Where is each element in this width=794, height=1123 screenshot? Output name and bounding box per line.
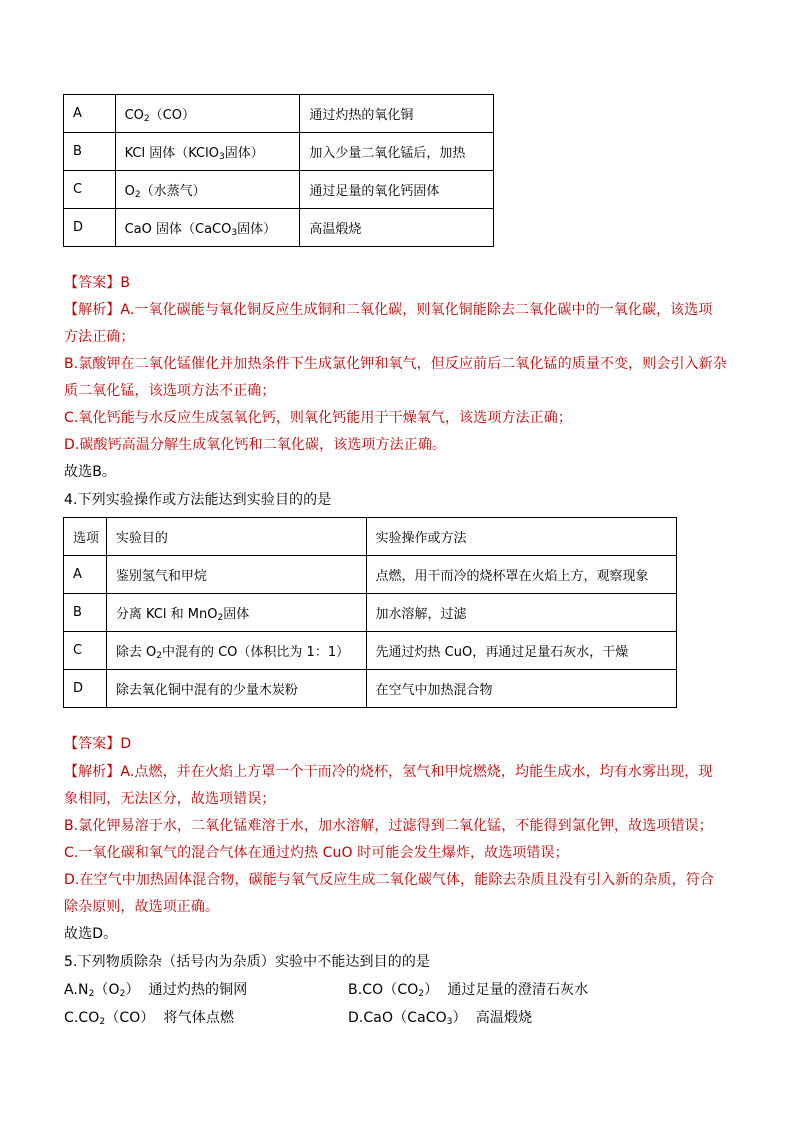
q5-option-d: D.CaO（CaCO$_3$） 高温煅烧 [348, 1010, 533, 1027]
column-header: 实验目的 [106, 518, 366, 556]
column-header: 选项 [64, 518, 107, 556]
option-label: C [64, 171, 116, 209]
method-cell: 加入少量二氧化锰后，加热 [300, 133, 494, 171]
column-header: 实验操作或方法 [366, 518, 676, 556]
option-label: C [64, 632, 107, 670]
q4-analysis-line: 除杂原则，故选项正确。 [64, 899, 220, 915]
substance-cell: CaO 固体（CaCO$_3$固体） [115, 209, 300, 247]
q3-analysis-line: C.氧化钙能与水反应生成氢氧化钙，则氧化钙能用于干燥氧气，该选项方法正确； [64, 410, 572, 426]
method-cell: 通过灼热的氧化铜 [300, 95, 494, 133]
table-row [64, 95, 494, 133]
option-label: A [64, 556, 107, 594]
goal-cell: 除去 $O_2$中混有的 CO（体积比为 1：1） [106, 632, 366, 670]
method-cell: 加水溶解，过滤 [366, 594, 676, 632]
table-row [64, 556, 677, 594]
q4-analysis-line: 象相同，无法区分，故选项错误； [64, 791, 276, 807]
method-cell: 点燃，用干而冷的烧杯罩在火焰上方，观察现象 [366, 556, 676, 594]
q4-stem: 4.下列实验操作或方法能达到实验目的的是 [64, 492, 332, 508]
option-label: D [64, 670, 107, 708]
q4-conclusion: 故选D。 [64, 926, 118, 942]
substance-cell: KCl 固体（KClO$_3$固体） [115, 133, 300, 171]
table-row [64, 209, 494, 247]
q4-table [63, 517, 677, 708]
analysis-tag: 【解析】 [64, 764, 121, 780]
q3-conclusion: 故选B。 [64, 464, 117, 480]
option-label: B [64, 133, 116, 171]
table-row [64, 171, 494, 209]
method-cell: 先通过灼热 CuO，再通过足量石灰水，干燥 [366, 632, 676, 670]
q4-answer: 【答案】D [64, 736, 132, 752]
q3-analysis-line: 方法正确； [64, 329, 135, 345]
goal-cell: 除去氧化铜中混有的少量木炭粉 [106, 670, 366, 708]
goal-cell: 分离 KCl 和 MnO$_2$固体 [106, 594, 366, 632]
q4-analysis-line: 【解析】A.点燃，并在火焰上方罩一个干而冷的烧杯，氢气和甲烷燃烧，均能生成水，均有水雾出现，现 [64, 764, 713, 780]
q3-analysis-line: 质二氧化锰，该选项方法不正确； [64, 383, 276, 399]
q3-analysis-line: B.氯酸钾在二氧化锰催化并加热条件下生成氯化钾和氧气，但反应前后二氧化锰的质量不变，则会引入新杂 [64, 356, 727, 372]
q5-option-a: $A.N_2(O_2)$ 通过灼热的铜网 [64, 982, 248, 999]
q4-analysis-line: D.在空气中加热固体混合物，碳能与氧气反应生成二氧化碳气体，能除去杂质且没有引入新的杂质，符合 [64, 872, 714, 888]
q5-option-row [64, 1007, 533, 1027]
q5-option-b: $B.CO(CO_2)$ 通过足量的澄清石灰水 [348, 982, 589, 999]
q5-stem: 5.下列物质除杂（括号内为杂质）实验中不能达到目的的是 [64, 954, 431, 970]
method-cell: 高温煅烧 [300, 209, 494, 247]
substance-cell: $O_2$（水蒸气） [115, 171, 300, 209]
q5-option-c: $C.CO_2(CO)$ 将气体点燃 [64, 1010, 235, 1027]
option-label: A [64, 95, 116, 133]
table-header-row [64, 518, 677, 556]
analysis-tag: 【解析】 [64, 302, 121, 318]
table-row [64, 670, 677, 708]
goal-cell: 鉴别氢气和甲烷 [106, 556, 366, 594]
option-label: B [64, 594, 107, 632]
table-row [64, 594, 677, 632]
q5-option-row [64, 979, 589, 999]
option-label: D [64, 209, 116, 247]
q3-options-table [63, 94, 494, 247]
substance-cell: $CO_2(CO)$ [115, 95, 300, 133]
q4-analysis-line: C.一氧化碳和氧气的混合气体在通过灼热 CuO 时可能会发生爆炸，故选项错误； [64, 845, 569, 861]
q3-analysis-line: D.碳酸钙高温分解生成氧化钙和二氧化碳，该选项方法正确。 [64, 437, 447, 453]
q3-answer: 【答案】B [64, 275, 131, 291]
q3-analysis-line: 【解析】A.一氧化碳能与氧化铜反应生成铜和二氧化碳，则氧化铜能除去二氧化碳中的一氧化碳，该选项 [64, 302, 713, 318]
q4-analysis-line: B.氯化钾易溶于水，二氧化锰难溶于水，加水溶解，过滤得到二氧化锰，不能得到氯化钾，故选项错误； [64, 818, 713, 834]
method-cell: 通过足量的氧化钙固体 [300, 171, 494, 209]
method-cell: 在空气中加热混合物 [366, 670, 676, 708]
table-row [64, 632, 677, 670]
table-row [64, 133, 494, 171]
